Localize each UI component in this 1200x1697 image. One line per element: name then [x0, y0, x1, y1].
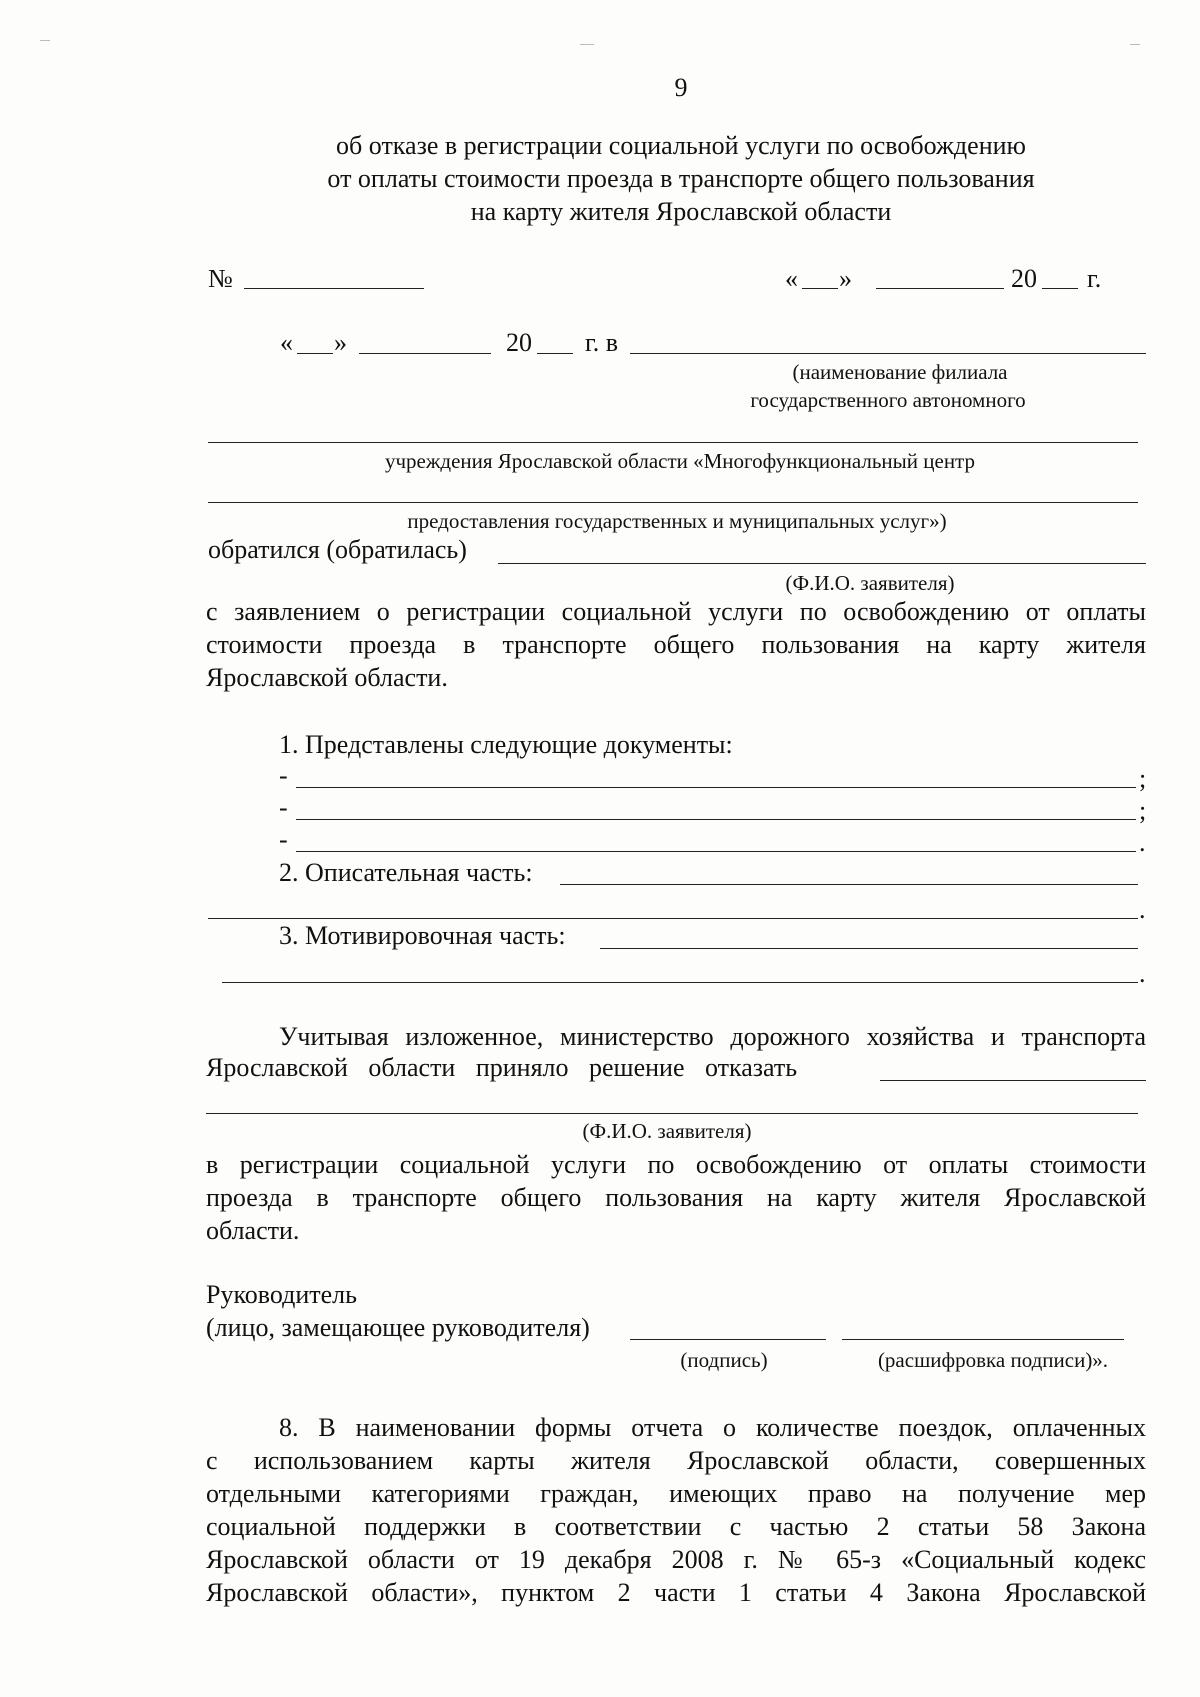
scan-artifact — [1130, 44, 1140, 45]
semicolon: ; — [1139, 796, 1147, 825]
item8-line: Ярославской области от 19 декабря 2008 г. № 65-з «Социальный кодекс — [206, 1545, 1146, 1574]
hint-applicant-fio: (Ф.И.О. заявителя) — [785, 571, 955, 595]
decision-body-line: проезда в транспорте общего пользования на карту жителя Ярославской — [206, 1183, 1146, 1212]
scan-artifact — [40, 40, 50, 41]
date-year-field[interactable] — [1042, 288, 1078, 289]
appeal-month-field[interactable] — [359, 353, 491, 354]
hint-signature-decoding: (расшифровка подписи)». — [877, 1348, 1109, 1372]
motivational-label: 3. Мотивировочная часть: — [279, 921, 566, 950]
item8-line: Ярославской области», пунктом 2 части 1 статьи 4 Закона Ярославской — [206, 1578, 1146, 1607]
signature-field[interactable] — [630, 1339, 826, 1340]
appeal-year-field[interactable] — [537, 353, 573, 354]
hint-branch: государственного автономного — [750, 388, 1026, 412]
date-quote-close: » — [839, 264, 852, 293]
period: . — [1139, 895, 1146, 924]
branch-name-field[interactable] — [630, 353, 1146, 354]
item8-line: с использованием карты жителя Ярославской области, совершенных — [206, 1446, 1146, 1475]
institution-field[interactable] — [208, 442, 1138, 443]
document-field[interactable] — [296, 787, 1136, 788]
institution-field-2[interactable] — [208, 502, 1138, 503]
page-number: 9 — [674, 73, 688, 102]
document-field[interactable] — [296, 851, 1136, 852]
list-dash: - — [279, 825, 288, 854]
refused-applicant-field-2[interactable] — [206, 1113, 1138, 1114]
scan-artifact — [580, 44, 594, 45]
decision-body-line: в регистрации социальной услуги по освобождению от оплаты стоимости — [206, 1150, 1146, 1179]
hint-signature: (подпись) — [680, 1348, 768, 1372]
date-quote-open: « — [785, 264, 798, 293]
statement-line: с заявлением о регистрации социальной услуги по освобождению от оплаты — [206, 597, 1146, 626]
number-field[interactable] — [244, 288, 424, 289]
hint-institution: предоставления государственных и муниципальных услуг») — [407, 509, 947, 533]
number-sign: № — [208, 264, 233, 293]
date-day-field[interactable] — [802, 288, 838, 289]
period: . — [1139, 828, 1146, 857]
statement-line: стоимости проезда в транспорте общего пользования на карту жителя — [206, 630, 1146, 659]
date-year-prefix: 20 — [1011, 264, 1037, 293]
decision-line: Учитывая изложенное, министерство дорожного хозяйства и транспорта — [279, 1022, 1146, 1051]
list-dash: - — [279, 793, 288, 822]
appeal-quote-close: » — [334, 328, 347, 357]
decision-body-line: области. — [206, 1216, 300, 1245]
item8-line: социальной поддержки в соответствии с частью 2 статьи 58 Закона — [206, 1512, 1146, 1541]
list-dash: - — [279, 761, 288, 790]
hint-branch: (наименование филиала — [792, 360, 1008, 384]
title-line: от оплаты стоимости проезда в транспорте общего пользования — [327, 164, 1035, 193]
item8-line: отдельными категориями граждан, имеющих право на получение мер — [206, 1479, 1146, 1508]
period: . — [1139, 959, 1146, 988]
title-line: об отказе в регистрации социальной услуги по освобождению — [336, 131, 1026, 160]
hint-institution: учреждения Ярославской области «Многофункциональный центр — [385, 449, 975, 473]
descriptive-field[interactable] — [560, 884, 1138, 885]
documents-heading: 1. Представлены следующие документы: — [279, 730, 733, 759]
appeal-day-field[interactable] — [297, 353, 333, 354]
appeal-year-suffix: г. в — [585, 328, 619, 357]
decision-line: Ярославской области приняло решение отказать — [206, 1053, 798, 1082]
appeal-year-prefix: 20 — [506, 328, 532, 357]
statement-line: Ярославской области. — [206, 663, 448, 692]
date-month-field[interactable] — [876, 288, 1004, 289]
date-year-suffix: г. — [1087, 264, 1102, 293]
motivational-field-2[interactable] — [222, 982, 1138, 983]
signature-head: Руководитель — [206, 1280, 357, 1309]
title-line: на карту жителя Ярославской области — [470, 197, 892, 226]
item8-line: 8. В наименовании формы отчета о количестве поездок, оплаченных — [279, 1413, 1146, 1442]
motivational-field[interactable] — [600, 948, 1138, 949]
descriptive-label: 2. Описательная часть: — [279, 858, 533, 887]
semicolon: ; — [1139, 764, 1147, 793]
signature-deputy: (лицо, замещающее руководителя) — [206, 1313, 590, 1342]
hint-refused-fio: (Ф.И.О. заявителя) — [582, 1119, 752, 1143]
applicant-fio-field[interactable] — [498, 563, 1146, 564]
applied-label: обратился (обратилась) — [208, 535, 467, 564]
signature-decoding-field[interactable] — [842, 1339, 1124, 1340]
refused-applicant-field[interactable] — [880, 1080, 1146, 1081]
appeal-quote-open: « — [280, 328, 293, 357]
document-field[interactable] — [296, 819, 1136, 820]
descriptive-field-2[interactable] — [208, 918, 1138, 919]
